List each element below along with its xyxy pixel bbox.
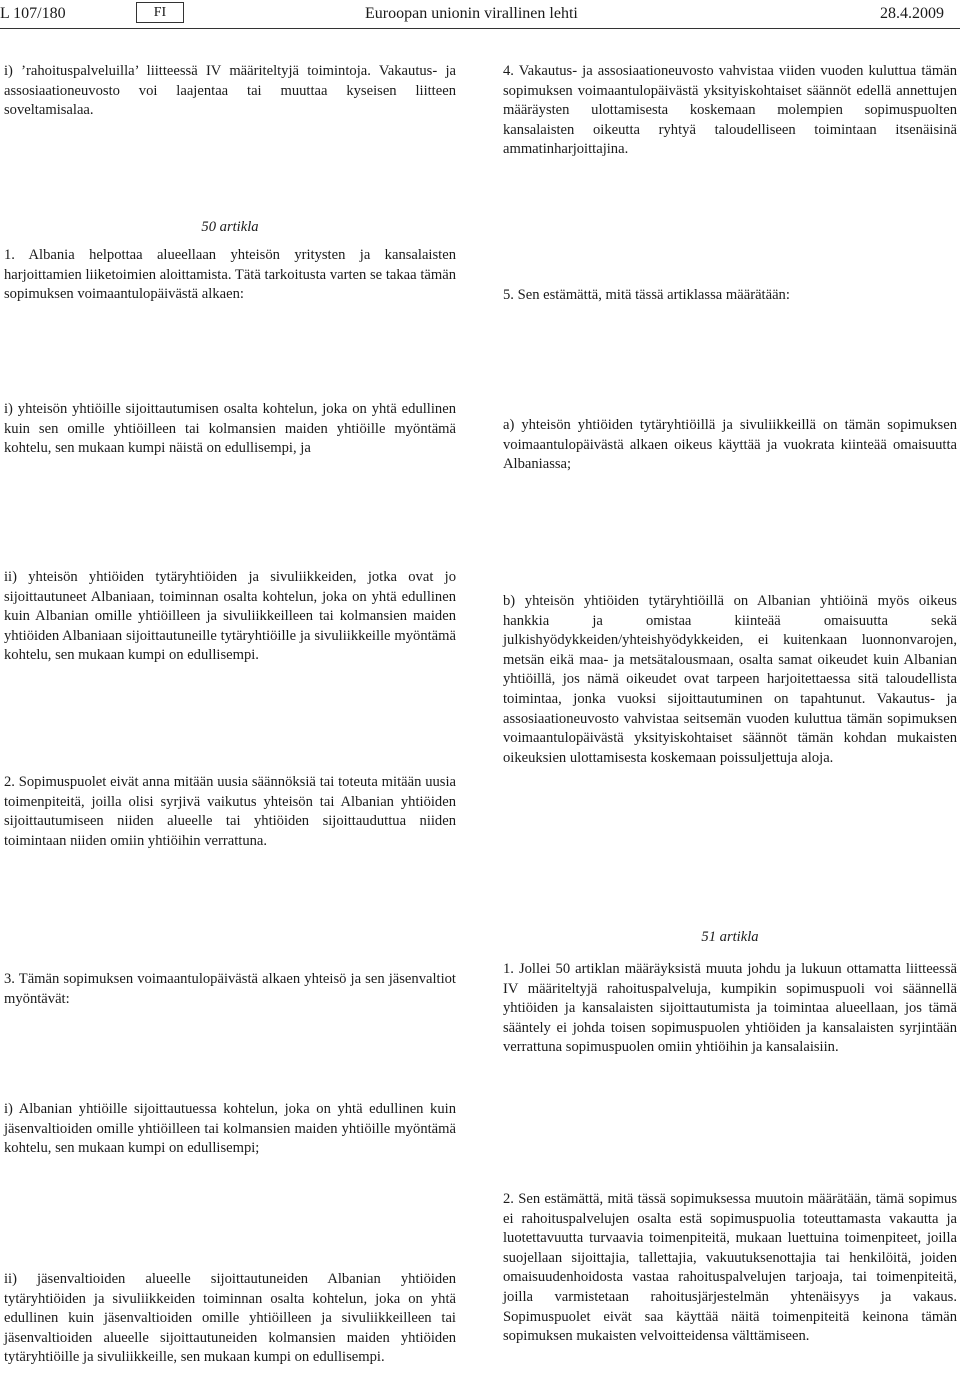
- page-reference: L 107/180: [0, 5, 66, 22]
- article-51-title: 51 artikla: [701, 929, 759, 945]
- article-50-paragraph-3-i: i) Albanian yhtiöille sijoittautuessa kohtelun, joka on yhtä edullinen kuin jäsenvaltioiden omille yhtiöilleen tai kolmansien maiden yhtiöille myöntämä kohtelu, sen mukaan kumpi on edullisempi;: [4, 1101, 456, 1157]
- publication-date: 28.4.2009: [880, 5, 944, 22]
- article-50-paragraph-3: 3. Tämän sopimuksen voimaantulopäivästä alkaen yhteisö ja sen jäsenvaltiot myöntävät:: [4, 971, 456, 1007]
- article-50-paragraph-5-b: b) yhteisön yhtiöiden tytäryhtiöillä on Albanian yhtiöinä myös oikeus hankkia ja omistaa kiinteää omaisuutta sekä julkishyödykkeiden/yhteishyödykkeiden, ei kuitenkaan luonnonvarojen, metsän eikä maa- ja metsätalousmaan, osalta samat oikeudet kuin Albanian yhtiöillä, jos nämä oikeudet ovat tarpeen harjoitettaessa sitä taloudellista toimintaa, jonka vuoksi sijoittautuminen on tapahtunut. Vakautus- ja assosiaationeuvosto vahvistaa seitsemän vuoden kuluttua tämän sopimuksen voimaantulopäivästä yksityiskohtaiset säännöt tämän kohdan mukaisten oikeuksien ulottamisesta koskemaan poissuljettuja aloja.: [503, 593, 957, 766]
- article-51-paragraph-2: 2. Sen estämättä, mitä tässä sopimuksessa muutoin määrätään, tämä sopimus ei rahoituspalvelujen osalta estä sopimuspuolia toteuttamasta vakautta ja luotettavuutta turvaavia toimenpiteitä, mukaan luettuina toimenpiteet, joilla suojellaan sijoittajia, tallettajia, vakuutuksenottajia tai henkilöitä, joiden omaisuudenhoidosta vastaa rahoituspalvelujen tarjoaja, tai toimenpiteitä, joilla varmistetaan rahoitusjärjestelmän yhtenäisyys ja vakaus. Sopimuspuolet eivät saa käyttää näitä toimenpiteitä keinona tämän sopimuksen mukaisten velvoitteidensa välttämiseen.: [503, 1191, 957, 1345]
- article-50-paragraph-5: 5. Sen estämättä, mitä tässä artiklassa määrätään:: [503, 287, 790, 303]
- article-50-paragraph-1-i: i) yhteisön yhtiöille sijoittautumisen osalta kohtelun, joka on yhtä edullinen kuin sen omille yhtiöilleen tai kolmansien maiden yhtiöille myöntämä kohtelu, sen mukaan kumpi näistä on edullisempi, ja: [4, 401, 456, 457]
- article-50-paragraph-5-a: a) yhteisön yhtiöiden tytäryhtiöillä ja sivuliikkeillä on tämän sopimuksen voimaantulopäivästä alkaen oikeus käyttää ja vuokrata kiinteää omaisuutta Albaniassa;: [503, 417, 957, 473]
- article-50-title: 50 artikla: [201, 219, 259, 235]
- page-header: [0, 2, 960, 26]
- article-50-paragraph-2: 2. Sopimuspuolet eivät anna mitään uusia säännöksiä tai toteuta mitään uusia toimenpiteitä, joilla olisi syrjivä vaikutus yhteisön tai Albanian yhtiöiden sijoittautumiseen niiden alueelle tai yhtiöiden sijoittauduttua niiden toimintaan niiden omiin yhtiöihin verrattuna.: [4, 774, 456, 849]
- article-50-paragraph-1: 1. Albania helpottaa alueellaan yhteisön yritysten ja kansalaisten harjoittamien liiketoimien aloittamista. Tätä tarkoitusta varten se takaa tämän sopimuksen voimaantulopäivästä alkaen:: [4, 247, 456, 303]
- journal-title: Euroopan unionin virallinen lehti: [365, 5, 578, 22]
- article-50-paragraph-1-ii: ii) yhteisön yhtiöiden tytäryhtiöiden ja sivuliikkeiden, jotka ovat jo sijoittautuneet Albaniaan, toiminnan osalta kohtelun, joka on yhtä edullinen kuin Albanian omille yhtiöilleen ja sivuliikkeilleen tai kolmansien maiden yhtiöiden Albaniaan sijoittautuneille tytäryhtiöille ja sivuliikkeille myöntämä kohtelu, sen mukaan kumpi on edullisempi.: [4, 569, 456, 664]
- language-badge: FI: [136, 2, 184, 23]
- article-49-paragraph-4: 4. Vakautus- ja assosiaationeuvosto vahvistaa viiden vuoden kuluttua tämän sopimuksen voimaantulopäivästä yksityiskohtaiset säännöt edellä annettujen määräysten ulottamisesta koskemaan molempien sopimuspuolten kansalaisten oikeutta ryhtyä taloudelliseen toimintaan itsenäisinä ammatinharjoittajina.: [503, 63, 957, 158]
- article-50-paragraph-3-ii: ii) jäsenvaltioiden alueelle sijoittautuneiden Albanian yhtiöiden tytäryhtiöiden ja sivuliikkeiden toiminnan osalta kohtelun, joka on yhtä edullinen kuin jäsenvaltioiden omille yhtiöilleen ja sivuliikkeilleen tai jäsenvaltioiden alueelle sijoittautuneiden kolmansien maiden yhtiöiden tytäryhtiöille ja sivuliikkeille, sen mukaan kumpi on edullisempi.: [4, 1271, 456, 1366]
- article-51-paragraph-1: 1. Jollei 50 artiklan määräyksistä muuta johdu ja lukuun ottamatta liitteessä IV määriteltyjä rahoituspalveluja, kumpikin sopimuspuoli voi säännellä yhtiöiden ja kansalaisten sijoittautumista ja toimintaa alueellaan, jos tämä sääntely ei johda toisen sopimuspuolen yhtiöiden ja kansalaisten syrjintään verrattuna sopimuspuolen omiin yhtiöihin ja kansalaisiin.: [503, 961, 957, 1056]
- paragraph-i-financial-services: i) ’rahoituspalveluilla’ liitteessä IV määriteltyjä toimintoja. Vakautus- ja assosiaationeuvosto voi laajentaa tai muuttaa kyseisen liitteen soveltamisalaa.: [4, 63, 456, 119]
- header-rule: [0, 28, 960, 29]
